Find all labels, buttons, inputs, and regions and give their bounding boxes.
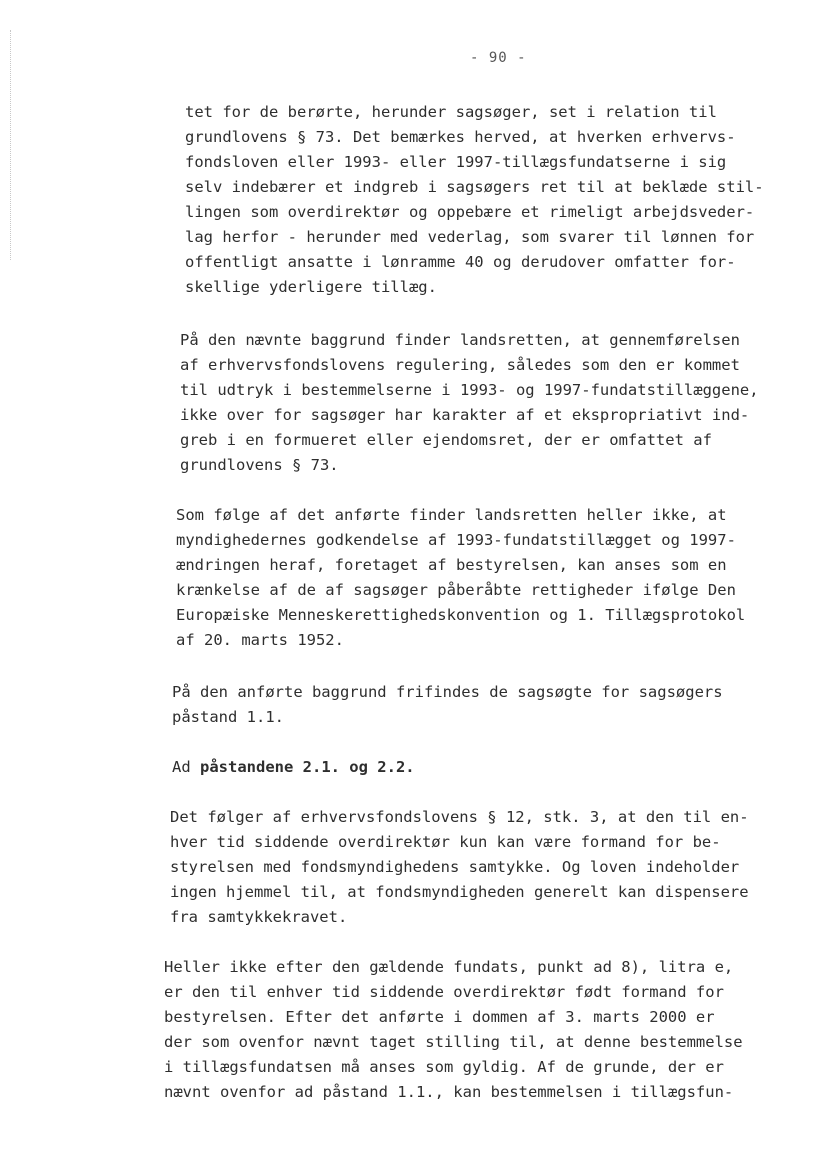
text-line: bestyrelsen. Efter det anførte i dommen af 3. marts 2000 er (164, 1008, 715, 1026)
text-line: fra samtykkekravet. (170, 908, 348, 926)
text-line: krænkelse af de af sagsøger påberåbte rettigheder ifølge Den (176, 581, 736, 599)
text-line: På den nævnte baggrund finder landsretten, at gennemførelsen (180, 331, 740, 349)
text-line: fondsloven eller 1993- eller 1997-tillægsfundatserne i sig (185, 153, 727, 171)
text-line: På den anførte baggrund frifindes de sagsøgte for sagsøgers (172, 683, 723, 701)
text-line: ikke over for sagsøger har karakter af et ekspropriativt ind- (180, 406, 750, 424)
text-line: skellige yderligere tillæg. (185, 278, 437, 296)
paragraph-2 (180, 328, 759, 478)
text-line: lag herfor - herunder med vederlag, som svarer til lønnen for (185, 228, 755, 246)
text-line: der som ovenfor nævnt taget stilling til, at denne bestemmelse (164, 1033, 743, 1051)
text-line: hver tid siddende overdirektør kun kan være formand for be- (170, 833, 721, 851)
text-line: Det følger af erhvervsfondslovens § 12, stk. 3, at den til en- (170, 808, 749, 826)
text-line: ingen hjemmel til, at fondsmyndigheden generelt kan dispensere (170, 883, 749, 901)
paragraph-6 (164, 955, 743, 1105)
text-line: offentligt ansatte i lønramme 40 og derudover omfatter for- (185, 253, 736, 271)
text-line: i tillægsfundatsen må anses som gyldig. Af de grunde, der er (164, 1058, 724, 1076)
text-line: Europæiske Menneskerettighedskonvention og 1. Tillægsprotokol (176, 606, 746, 624)
text-line: styrelsen med fondsmyndighedens samtykke. Og loven indeholder (170, 858, 740, 876)
page-number: - 90 - (470, 50, 527, 66)
text-line: nævnt ovenfor ad påstand 1.1., kan bestemmelsen i tillægsfun- (164, 1083, 734, 1101)
text-line: ændringen heraf, foretaget af bestyrelsen, kan anses som en (176, 556, 727, 574)
text-line: lingen som overdirektør og oppebære et rimeligt arbejdsveder- (185, 203, 755, 221)
scan-edge-marks (10, 30, 14, 260)
text-line: tet for de berørte, herunder sagsøger, set i relation til (185, 103, 717, 121)
heading-prefix: Ad (172, 758, 200, 776)
text-line: myndighedernes godkendelse af 1993-fundatstillægget og 1997- (176, 531, 736, 549)
text-line: selv indebærer et indgreb i sagsøgers ret til at beklæde stil- (185, 178, 764, 196)
text-line: påstand 1.1. (172, 708, 284, 726)
text-line: Heller ikke efter den gældende fundats, punkt ad 8), litra e, (164, 958, 734, 976)
text-line: grundlovens § 73. Det bemærkes herved, at hverken erhvervs- (185, 128, 736, 146)
text-line: af 20. marts 1952. (176, 631, 344, 649)
paragraph-5 (170, 805, 749, 930)
paragraph-4 (172, 680, 723, 730)
text-line: af erhvervsfondslovens regulering, således som den er kommet (180, 356, 740, 374)
text-line: greb i en formueret eller ejendomsret, der er omfattet af (180, 431, 712, 449)
text-line: grundlovens § 73. (180, 456, 339, 474)
text-line: er den til enhver tid siddende overdirektør født formand for (164, 983, 724, 1001)
paragraph-3 (176, 503, 745, 653)
text-line: Som følge af det anførte finder landsretten heller ikke, at (176, 506, 727, 524)
section-heading (172, 755, 415, 780)
heading-bold: påstandene 2.1. og 2.2. (200, 758, 415, 776)
text-line: til udtryk i bestemmelserne i 1993- og 1997-fundatstillæggene, (180, 381, 759, 399)
paragraph-1 (185, 100, 764, 300)
